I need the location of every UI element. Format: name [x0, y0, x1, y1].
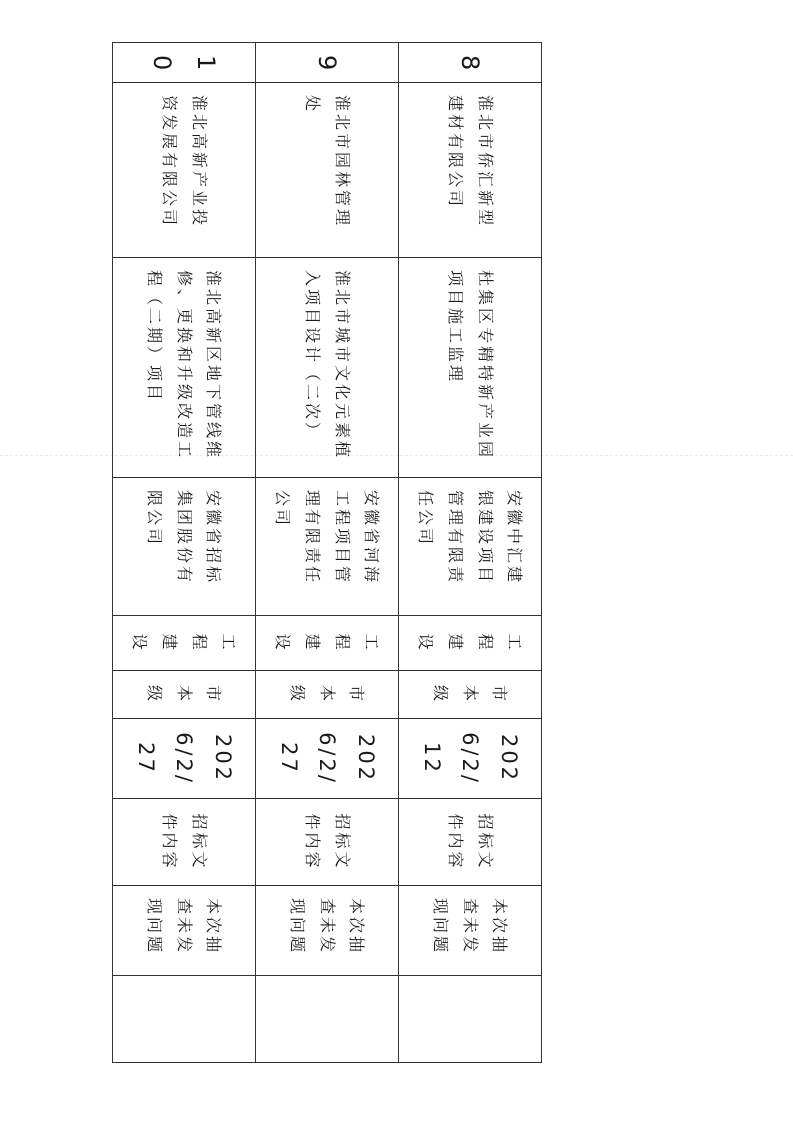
inspection-content: 招标文件内容: [256, 799, 399, 886]
admin-level: 市本级: [113, 671, 256, 719]
inspection-content: 招标文件内容: [113, 799, 256, 886]
table-row: [399, 43, 542, 1063]
project-name: 淮北市城市文化元素植入项目设计（二次）: [256, 258, 399, 478]
table-row: [113, 43, 256, 1063]
industry: 工程建设: [399, 616, 542, 671]
project-name: 淮北高新区地下管线维修、更换和升级改造工程（二期）项目: [113, 258, 256, 478]
table-row: [256, 43, 399, 1063]
remark: [399, 976, 542, 1063]
remark: [256, 976, 399, 1063]
inspection-result: 本次抽查未发现问题: [399, 886, 542, 976]
row-number: 8: [399, 43, 542, 83]
remark: [113, 976, 256, 1063]
agency-name: 安徽中汇建银建设项目管理有限责任公司: [399, 478, 542, 616]
row-number: 10: [113, 43, 256, 83]
row-number: 9: [256, 43, 399, 83]
agency-name: 安徽省河海工程项目管理有限责任公司: [256, 478, 399, 616]
admin-level: 市本级: [399, 671, 542, 719]
bidding-unit: 淮北市侨汇新型建材有限公司: [399, 83, 542, 258]
industry: 工程建设: [113, 616, 256, 671]
inspection-result: 本次抽查未发现问题: [256, 886, 399, 976]
inspection-date: 2026/2/27: [113, 719, 256, 799]
inspection-records-table: [112, 42, 542, 1063]
inspection-date: 2026/2/27: [256, 719, 399, 799]
inspection-content: 招标文件内容: [399, 799, 542, 886]
project-name: 杜集区专精特新产业园项目施工监理: [399, 258, 542, 478]
admin-level: 市本级: [256, 671, 399, 719]
rotated-table-container: [112, 42, 542, 1052]
inspection-result: 本次抽查未发现问题: [113, 886, 256, 976]
bidding-unit: 淮北高新产业投资发展有限公司: [113, 83, 256, 258]
bidding-unit: 淮北市园林管理处: [256, 83, 399, 258]
inspection-date: 2026/2/12: [399, 719, 542, 799]
industry: 工程建设: [256, 616, 399, 671]
agency-name: 安徽省招标集团股份有限公司: [113, 478, 256, 616]
